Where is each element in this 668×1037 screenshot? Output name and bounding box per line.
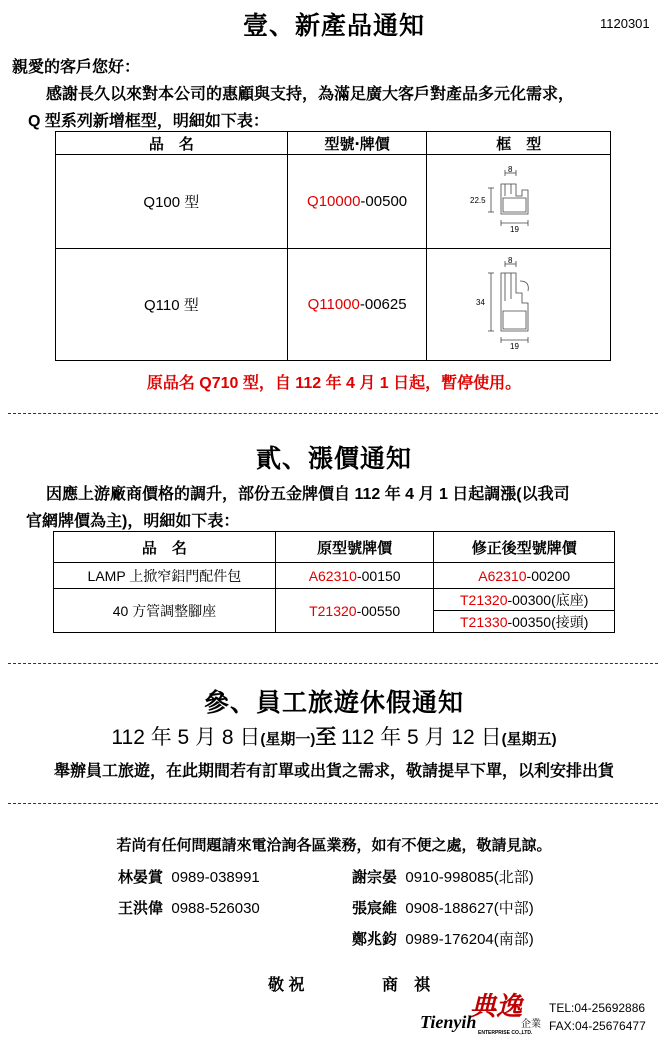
company-logo-subtitle: ENTERPRISE CO.,LTD. <box>478 1030 533 1036</box>
frame-profile-drawing <box>427 155 611 249</box>
closing-greeting: 敬 祝 <box>268 977 305 994</box>
section1-intro-line1: 感謝長久以來對本公司的惠顧與支持，為滿足廣大客戶對產品多元化需求， <box>46 86 575 103</box>
frame-profile-drawing <box>427 249 611 361</box>
company-logo-suffix: 企業 <box>521 1019 541 1030</box>
product-name: 40 方管調整腳座 <box>54 589 276 633</box>
product-name: Q110 型 <box>56 249 288 361</box>
table-header-row <box>56 132 611 155</box>
original-code: T21320-00550 <box>275 589 434 633</box>
section3-title: 參、員工旅遊休假通知 <box>203 689 464 717</box>
contact-wang: 王洪偉 0988-526030 <box>118 900 260 917</box>
contact-cheng: 鄭兆鈞 0989-176204(南部) <box>352 931 534 948</box>
section1-title: 壹、新產品通知 <box>242 12 425 40</box>
holiday-dates: 112 年 5 月 8 日(星期一)至 112 年 5 月 12 日(星期五) <box>111 726 557 749</box>
product-name: LAMP 上掀窄鋁門配件包 <box>54 563 276 589</box>
header-model-price: 型號‧牌價 <box>287 132 427 155</box>
section-divider <box>8 413 658 414</box>
product-name: Q100 型 <box>56 155 288 249</box>
price-increase-table <box>53 531 615 633</box>
model-code: Q11000-00625 <box>287 249 427 361</box>
header-product-name: 品 名 <box>56 132 288 155</box>
table-header-row <box>54 532 615 563</box>
svg-text:8: 8 <box>507 164 513 174</box>
section-divider <box>8 663 658 664</box>
section2-intro-line2: 官網牌價為主)，明細如下表： <box>26 513 240 530</box>
section2-title: 貳、漲價通知 <box>255 445 412 473</box>
header-product-name: 品 名 <box>54 532 276 563</box>
contact-chang: 張宸維 0908-188627(中部) <box>352 900 534 917</box>
section-divider <box>8 803 658 804</box>
table-row <box>54 563 615 589</box>
svg-text:8: 8 <box>507 255 513 265</box>
svg-text:19: 19 <box>509 224 519 234</box>
company-fax: FAX:04-25676477 <box>549 1019 646 1033</box>
header-original-price: 原型號牌價 <box>275 532 434 563</box>
closing-wish: 商 祺 <box>382 977 431 994</box>
q100-profile-icon <box>464 160 574 240</box>
model-code: Q10000-00500 <box>287 155 427 249</box>
company-telephone: TEL:04-25692886 <box>549 1001 646 1015</box>
holiday-body: 舉辦員工旅遊，在此期間若有訂單或出貨之需求，敬請提早下單，以利安排出貨 <box>53 763 614 780</box>
table-row <box>56 155 611 249</box>
section1-intro-line2: Q 型系列新增框型，明細如下表： <box>28 113 269 130</box>
revised-code: A62310-00200 <box>434 563 615 589</box>
revised-code-joint: T21330-00350(接頭) <box>434 611 615 633</box>
section2-intro-line1: 因應上游廠商價格的調升，部份五金牌價自 112 年 4 月 1 日起調漲(以我司 <box>46 486 570 503</box>
q110-profile-icon <box>464 253 574 353</box>
document-number: 1120301 <box>600 16 650 31</box>
company-logo-chinese: 典逸 <box>470 992 523 1022</box>
header-frame-type: 框 型 <box>427 132 611 155</box>
header-revised-price: 修正後型號牌價 <box>434 532 615 563</box>
inquiry-note: 若尚有任何問題請來電洽詢各區業務，如有不便之處，敬請見諒。 <box>116 837 552 854</box>
svg-text:19: 19 <box>509 341 519 351</box>
svg-text:34: 34 <box>475 297 485 307</box>
new-product-table <box>55 131 611 361</box>
greeting: 親愛的客戶您好： <box>12 59 141 76</box>
contact-lin: 林晏賞 0989-038991 <box>118 869 260 886</box>
table-row <box>54 589 615 611</box>
original-code: A62310-00150 <box>275 563 434 589</box>
contact-hsieh: 謝宗晏 0910-998085(北部) <box>352 869 534 886</box>
company-logo-english: Tienyih <box>420 1012 477 1032</box>
discontinued-notice: 原品名 Q710 型，自 112 年 4 月 1 日起，暫停使用。 <box>146 375 522 392</box>
svg-text:22.5: 22.5 <box>469 195 486 205</box>
revised-code-base: T21320-00300(底座) <box>434 589 615 611</box>
table-row <box>56 249 611 361</box>
